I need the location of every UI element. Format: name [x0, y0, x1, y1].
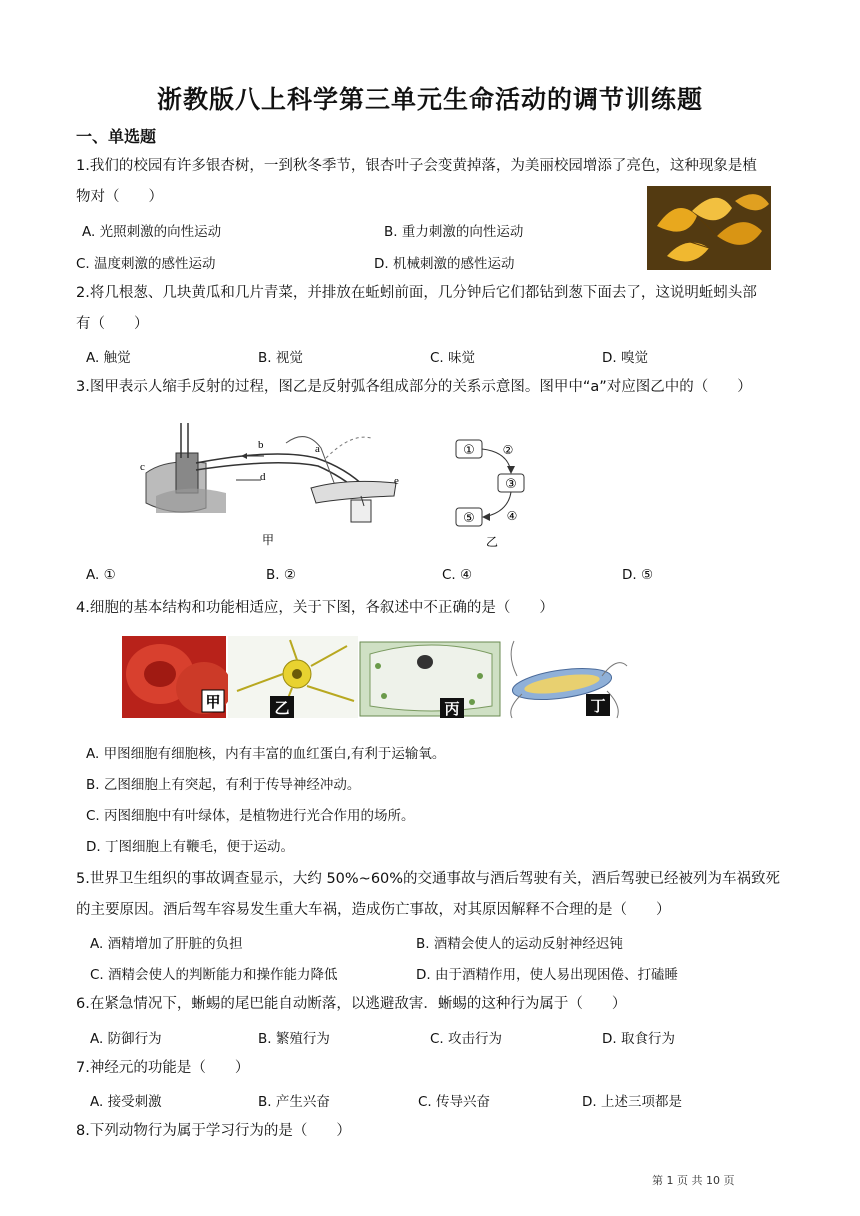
fig-label-c: c [140, 461, 145, 473]
cell-images-figure [122, 636, 628, 720]
q7-option-a[interactable]: A. 接受刺激 [90, 1094, 162, 1110]
reflex-arc-diagram-yi [450, 432, 530, 550]
q3-option-b[interactable]: B. ② [266, 567, 296, 583]
fig-label-jia: 甲 [262, 533, 275, 547]
cell-label-bing: 丙 [444, 700, 460, 718]
fig-label-2: ② [502, 443, 514, 457]
q2-option-d[interactable]: D. 嗅觉 [602, 350, 648, 366]
fig-label-5: ⑤ [463, 511, 475, 526]
q2-option-b[interactable]: B. 视觉 [258, 350, 303, 366]
q3-option-a[interactable]: A. ① [86, 567, 116, 583]
q5-option-c[interactable]: C. 酒精会使人的判断能力和操作能力降低 [90, 967, 338, 983]
fig-label-4: ④ [506, 509, 518, 523]
page-title: 浙教版八上科学第三单元生命活动的调节训练题 [156, 85, 703, 114]
q4-option-a[interactable]: A. 甲图细胞有细胞核，内有丰富的血红蛋白,有利于运输氧。 [86, 746, 446, 762]
q4-stem: 4.细胞的基本结构和功能相适应，关于下图，各叙述中不正确的是（ ） [76, 600, 554, 616]
q2-option-a[interactable]: A. 触觉 [86, 350, 131, 366]
page-footer: 第 1 页 共 10 页 [652, 1174, 735, 1187]
fig-label-d: d [260, 471, 266, 483]
q1-stem-line1: 1.我们的校园有许多银杏树，一到秋冬季节，银杏叶子会变黄掉落，为美丽校园增添了亮色，这种现象是植 [76, 158, 757, 174]
q3-option-d[interactable]: D. ⑤ [622, 567, 654, 583]
q6-stem: 6.在紧急情况下，蜥蜴的尾巴能自动断落，以逃避敌害．蜥蜴的这种行为属于（ ） [76, 996, 627, 1012]
q1-option-a[interactable]: A. 光照刺激的向性运动 [82, 224, 222, 240]
section-heading: 一、单选题 [76, 127, 157, 146]
fig-label-e: e [394, 475, 399, 487]
fig-label-3: ③ [505, 477, 517, 492]
q5-option-a[interactable]: A. 酒精增加了肝脏的负担 [90, 936, 243, 952]
q6-option-d[interactable]: D. 取食行为 [602, 1031, 675, 1047]
q5-stem-line1: 5.世界卫生组织的事故调查显示，大约 50%~60%的交通事故与酒后驾驶有关，酒后驾驶已经被列为车祸致死 [76, 871, 781, 887]
q8-stem: 8.下列动物行为属于学习行为的是（ ） [76, 1123, 351, 1139]
cell-label-ding: 丁 [590, 697, 606, 715]
q6-option-a[interactable]: A. 防御行为 [90, 1031, 162, 1047]
q5-stem-line2: 的主要原因。酒后驾车容易发生重大车祸，造成伤亡事故，对其原因解释不合理的是（ ） [76, 902, 671, 918]
q7-option-b[interactable]: B. 产生兴奋 [258, 1094, 330, 1110]
cell-label-jia: 甲 [205, 693, 221, 711]
q4-option-b[interactable]: B. 乙图细胞上有突起，有利于传导神经冲动。 [86, 777, 361, 793]
q2-stem-line1: 2.将几根葱、几块黄瓜和几片青菜，并排放在蚯蚓前面，几分钟后它们都钻到葱下面去了，这说明蚯蚓头部 [76, 285, 757, 301]
q4-option-d[interactable]: D. 丁图细胞上有鞭毛，便于运动。 [86, 839, 294, 855]
q2-stem-line2: 有（ ） [76, 316, 149, 332]
q6-option-c[interactable]: C. 攻击行为 [430, 1031, 503, 1047]
fig-label-yi: 乙 [486, 535, 499, 549]
q1-option-d[interactable]: D. 机械刺激的感性运动 [374, 256, 515, 272]
q7-option-d[interactable]: D. 上述三项都是 [582, 1094, 682, 1110]
q7-stem: 7.神经元的功能是（ ） [76, 1060, 250, 1076]
fig-label-1: ① [463, 443, 475, 458]
q1-option-c[interactable]: C. 温度刺激的感性运动 [76, 256, 216, 272]
q3-option-c[interactable]: C. ④ [442, 567, 473, 583]
q7-option-c[interactable]: C. 传导兴奋 [418, 1094, 491, 1110]
q5-option-b[interactable]: B. 酒精会使人的运动反射神经迟钝 [416, 936, 623, 952]
q6-option-b[interactable]: B. 繁殖行为 [258, 1031, 330, 1047]
cell-label-yi: 乙 [274, 699, 290, 717]
q1-option-b[interactable]: B. 重力刺激的向性运动 [384, 224, 524, 240]
q1-stem-line2: 物对（ ） [76, 189, 163, 205]
q2-option-c[interactable]: C. 味觉 [430, 350, 476, 366]
q3-stem: 3.图甲表示人缩手反射的过程，图乙是反射弧各组成部分的关系示意图。图甲中“a”对应图乙中的（ ） [76, 379, 752, 395]
q4-option-c[interactable]: C. 丙图细胞中有叶绿体，是植物进行光合作用的场所。 [86, 808, 415, 824]
fig-label-a: a [315, 443, 320, 455]
q5-option-d[interactable]: D. 由于酒精作用，使人易出现困倦、打磕睡 [416, 967, 678, 983]
reflex-arc-diagram-jia [136, 418, 406, 550]
fig-label-b: b [258, 439, 264, 451]
ginkgo-leaves-image [647, 186, 771, 270]
